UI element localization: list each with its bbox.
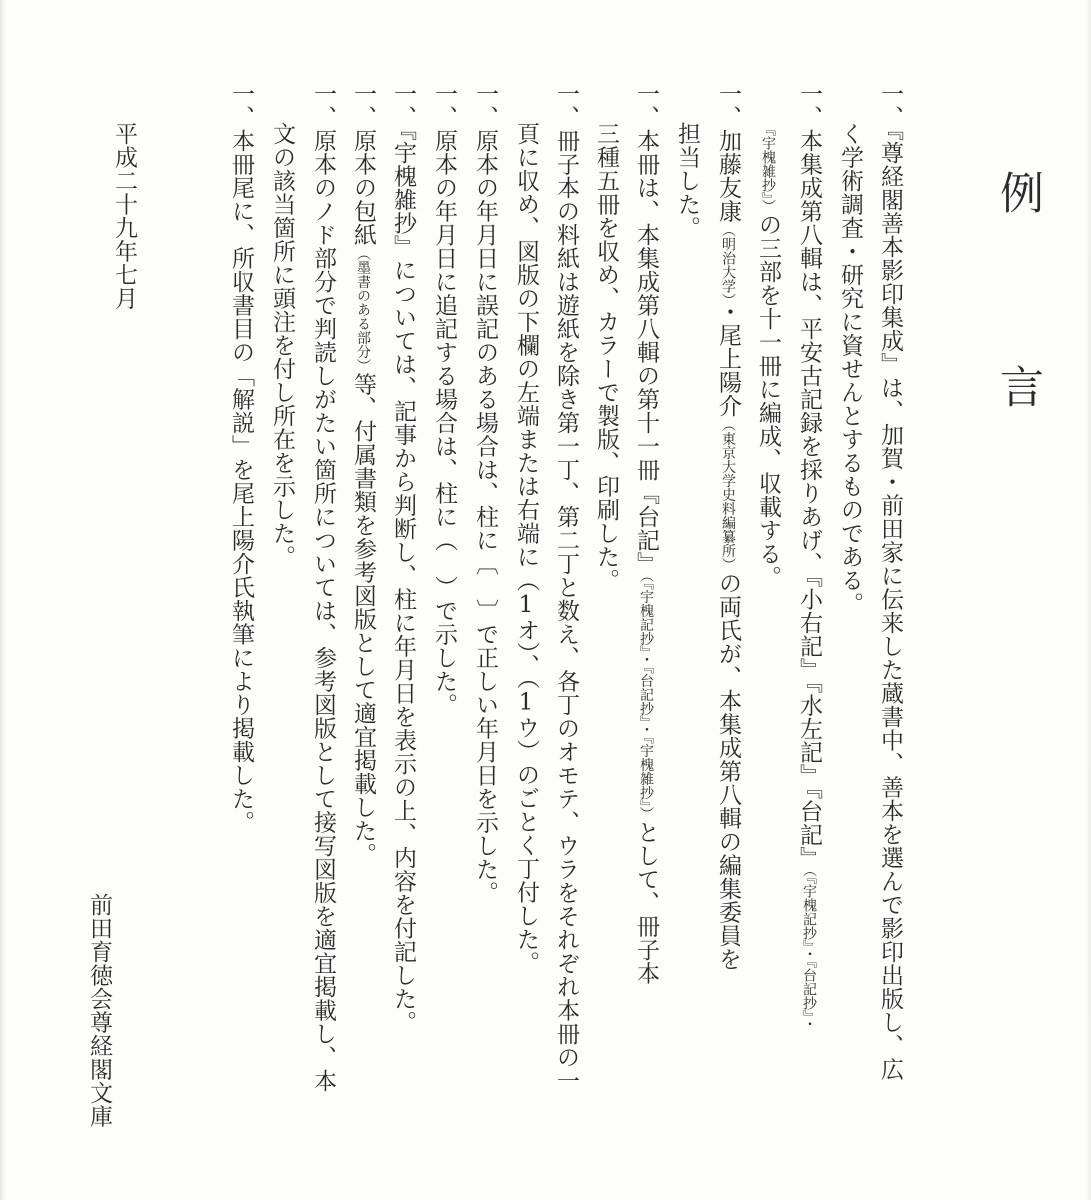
text-column: [351, 82, 374, 866]
text-column: [311, 82, 334, 1093]
column-text: 一、冊子本の料紙は遊紙を除き第一丁、第二丁と数え、各丁のオモテ、ウラをそれぞれ本冊の一: [553, 82, 579, 1093]
annotation-text: （『宇槐記抄』・『台記抄』・『宇槐雑抄』）: [638, 575, 654, 821]
column-text: く学術調査・研究に資せんとするものである。: [837, 122, 863, 616]
text-column: [838, 122, 861, 616]
column-text: 一、本集成第八輯は、平安古記録を採りあげ、『小右記』『水左記』『台記』: [796, 82, 822, 870]
column-text: 一、原本の包紙: [350, 82, 376, 247]
text-column: [797, 82, 820, 1031]
text-column: [473, 82, 496, 905]
date-line: 平成二十九年七月: [111, 122, 137, 310]
text-column: [514, 122, 537, 975]
column-text: 一、『尊経閣善本影印集成』は、加賀・前田家に伝来した蔵書中、善本を選んで影印出版し、広: [877, 82, 903, 1081]
column-text: として、冊子本: [633, 820, 659, 985]
column-text: 一、本冊は、本集成第八輯の第十一冊『台記』: [633, 82, 659, 576]
column-text: ・尾上陽介: [715, 300, 741, 418]
annotation-text: （東京大学史料編纂所）: [720, 417, 736, 572]
text-column: [675, 122, 698, 240]
text-column: [391, 82, 414, 1034]
publisher-line: 前田育徳会尊経閣文庫: [86, 893, 112, 1128]
column-text: の両氏が、本集成第八輯の編集委員を: [715, 571, 741, 971]
page-title: 例言: [992, 170, 1043, 558]
column-text: 頁に収め、図版の下欄の左端または右端に（1オ）、（1ウ）のごとく丁付した。: [513, 122, 539, 975]
text-column: [716, 82, 739, 971]
column-text: 一、本冊尾に、所収書目の「解説」を尾上陽介氏執筆により掲載した。: [228, 82, 254, 834]
text-column: [229, 82, 252, 834]
column-text: の三部を十一冊に編成、収載する。: [755, 213, 781, 589]
text-column: [756, 122, 779, 589]
annotation-text: 『宇槐雑抄』）: [760, 122, 776, 213]
column-text: 担当した。: [674, 122, 700, 240]
annotation-text: （『宇槐記抄』・『台記抄』・: [801, 870, 817, 1031]
column-text: 一、原本のノド部分で判読しがたい箇所については、参考図版として接写図版を適宜掲載し、本: [310, 82, 336, 1093]
column-text: 一、『宇槐雑抄』については、記事から判断し、柱に年月日を表示の上、内容を付記した。: [390, 82, 416, 1034]
annotation-text: （墨書のある部分）: [355, 246, 371, 373]
column-text: 等、付属書類を参考図版として適宜掲載した。: [350, 372, 376, 866]
text-column: [878, 82, 901, 1081]
column-text: 一、原本の年月日に誤記のある場合は、柱に〔 〕で正しい年月日を示した。: [472, 82, 498, 905]
annotation-text: （明治大学）: [720, 223, 736, 300]
text-column: [634, 82, 657, 985]
text-column: [432, 82, 455, 717]
column-text: 文の該当箇所に頭注を付し所在を示した。: [269, 122, 295, 569]
column-text: 三種五冊を収め、カラーで製版、印刷した。: [593, 122, 619, 592]
text-column: [270, 122, 293, 569]
column-text: 一、原本の年月日に追記する場合は、柱に（ ）で示した。: [431, 82, 457, 717]
column-text: 一、加藤友康: [715, 82, 741, 223]
text-column: [554, 82, 577, 1093]
text-column: [594, 122, 617, 592]
